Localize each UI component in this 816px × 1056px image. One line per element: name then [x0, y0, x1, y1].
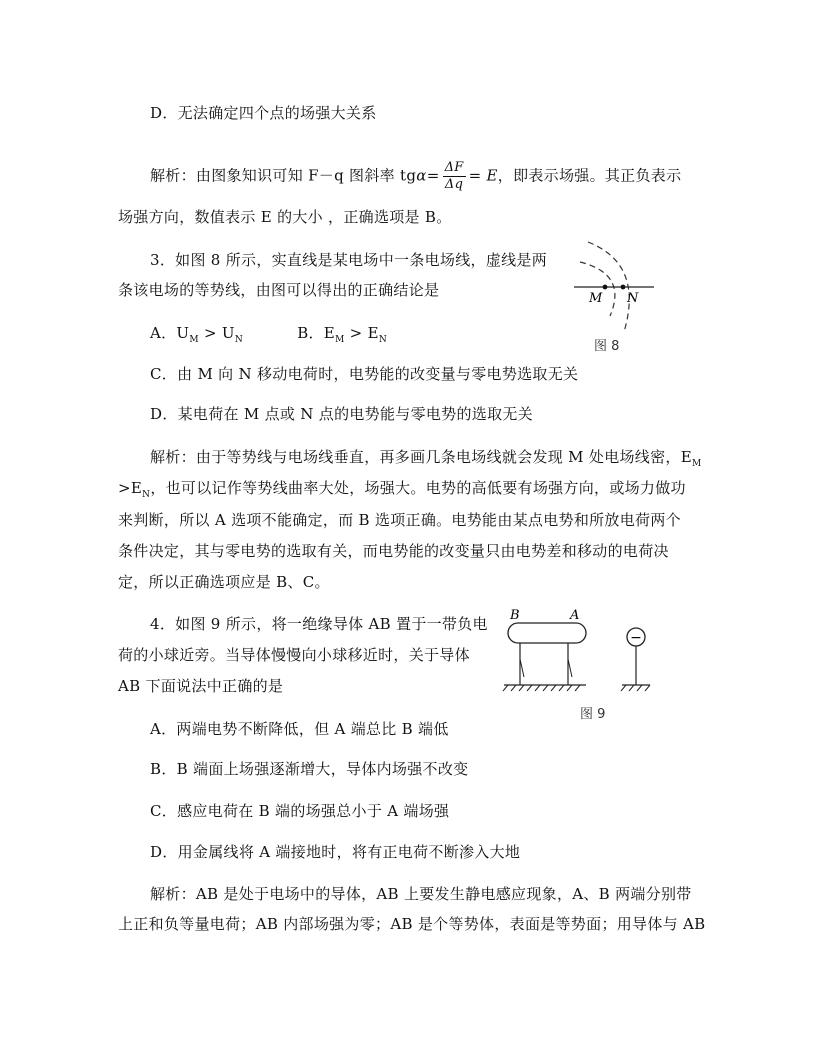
figure-8-caption: 图 8: [594, 339, 620, 354]
option-a-q4: A．两端电势不断降低，但 A 端总比 B 端低: [150, 720, 449, 738]
text: ，即表示场强。其正负表示: [497, 166, 682, 185]
question-4-line1: 4．如图 9 所示，将一绝缘导体 AB 置于一带负电: [150, 615, 488, 633]
option-d-q4: D．用金属线将 A 端接地时，将有正电荷不断渗入大地: [150, 843, 521, 861]
fraction: [443, 160, 466, 193]
text: 解析：由图象知识可知 F－q 图斜率 tg: [150, 166, 417, 185]
option-c-q3: C．由 M 向 N 移动电荷时，电势能的改变量与零电势选取无关: [150, 365, 579, 383]
analysis-q4-line1: 解析：AB 是处于电场中的导体，AB 上要发生静电感应现象，A、B 两端分别带: [150, 885, 692, 903]
analysis-q3-line1: 解析：由于等势线与电场线垂直，再多画几条电场线就会发现 M 处电场线密，$E_M$: [150, 448, 702, 469]
label-a: A: [570, 608, 580, 623]
option-b-q4: B．B 端面上场强逐渐增大，导体内场强不改变: [150, 760, 469, 778]
analysis-q3-line3: 来判断，所以 A 选项不能确定，而 B 选项正确。电势能由某点电势和所放电荷两个: [118, 511, 681, 529]
question-4-line2: 荷的小球近旁。当导体慢慢向小球移近时，关于导体: [118, 646, 470, 664]
point-n: [621, 285, 626, 290]
figure-8: [570, 236, 660, 336]
option-d-q3: D．某电荷在 M 点或 N 点的电势能与零电势的选取无关: [150, 405, 533, 423]
fraction-numerator: ΔF: [444, 160, 464, 175]
question-3-line2: 条该电场的等势线，由图可以得出的正确结论是: [118, 281, 440, 299]
conductor-ab: [508, 623, 586, 643]
fraction-denominator: Δq: [444, 177, 464, 192]
analysis-q3-line2: $>E_N$，也可以记作等势线曲率大处，场强大。电势的高低要有场强方向，或场力做功: [118, 479, 686, 500]
equals-e: = E: [468, 166, 498, 185]
option-d-q2: D．无法确定四个点的场强大关系: [150, 104, 377, 122]
analysis-q3-line5: 定，所以正确选项应是 B、C。: [118, 573, 330, 591]
label-n: N: [627, 291, 639, 306]
ground-left-hatch: [503, 685, 580, 691]
analysis-q3-line4: 条件决定，其与零电势的选取有关，而电势能的改变量只由电势差和移动的电荷决: [118, 542, 669, 560]
negative-charge-sign: −: [630, 630, 642, 646]
analysis-q2-line1: [150, 160, 681, 193]
equals: =: [426, 166, 440, 185]
ground-right-hatch: [621, 685, 650, 691]
analysis-q4-line2: 上正和负等量电荷；AB 内部场强为零；AB 是个等势体，表面是等势面；用导体与 AB: [118, 915, 706, 933]
option-a: A．$U_M > U_N$: [150, 324, 244, 345]
equipotential-line-inner: [580, 262, 615, 316]
analysis-q2-line2: 场强方向，数值表示 E 的大小 ，正确选项是 B。: [118, 208, 452, 226]
figure-9-caption: 图 9: [580, 707, 606, 722]
option-b: B．$E_M > E_N$: [297, 324, 388, 345]
options-ab-q3: [150, 323, 387, 350]
label-m: M: [589, 291, 603, 306]
label-b: B: [510, 608, 520, 623]
figure-9: [500, 603, 660, 699]
option-c-q4: C．感应电荷在 B 端的场强总小于 A 端场强: [150, 802, 450, 820]
question-3-line1: 3．如图 8 所示，实直线是某电场中一条电场线，虚线是两: [150, 251, 548, 269]
alpha-symbol: α: [416, 166, 427, 185]
point-m: [603, 285, 608, 290]
question-4-line3: AB 下面说法中正确的是: [118, 677, 284, 695]
